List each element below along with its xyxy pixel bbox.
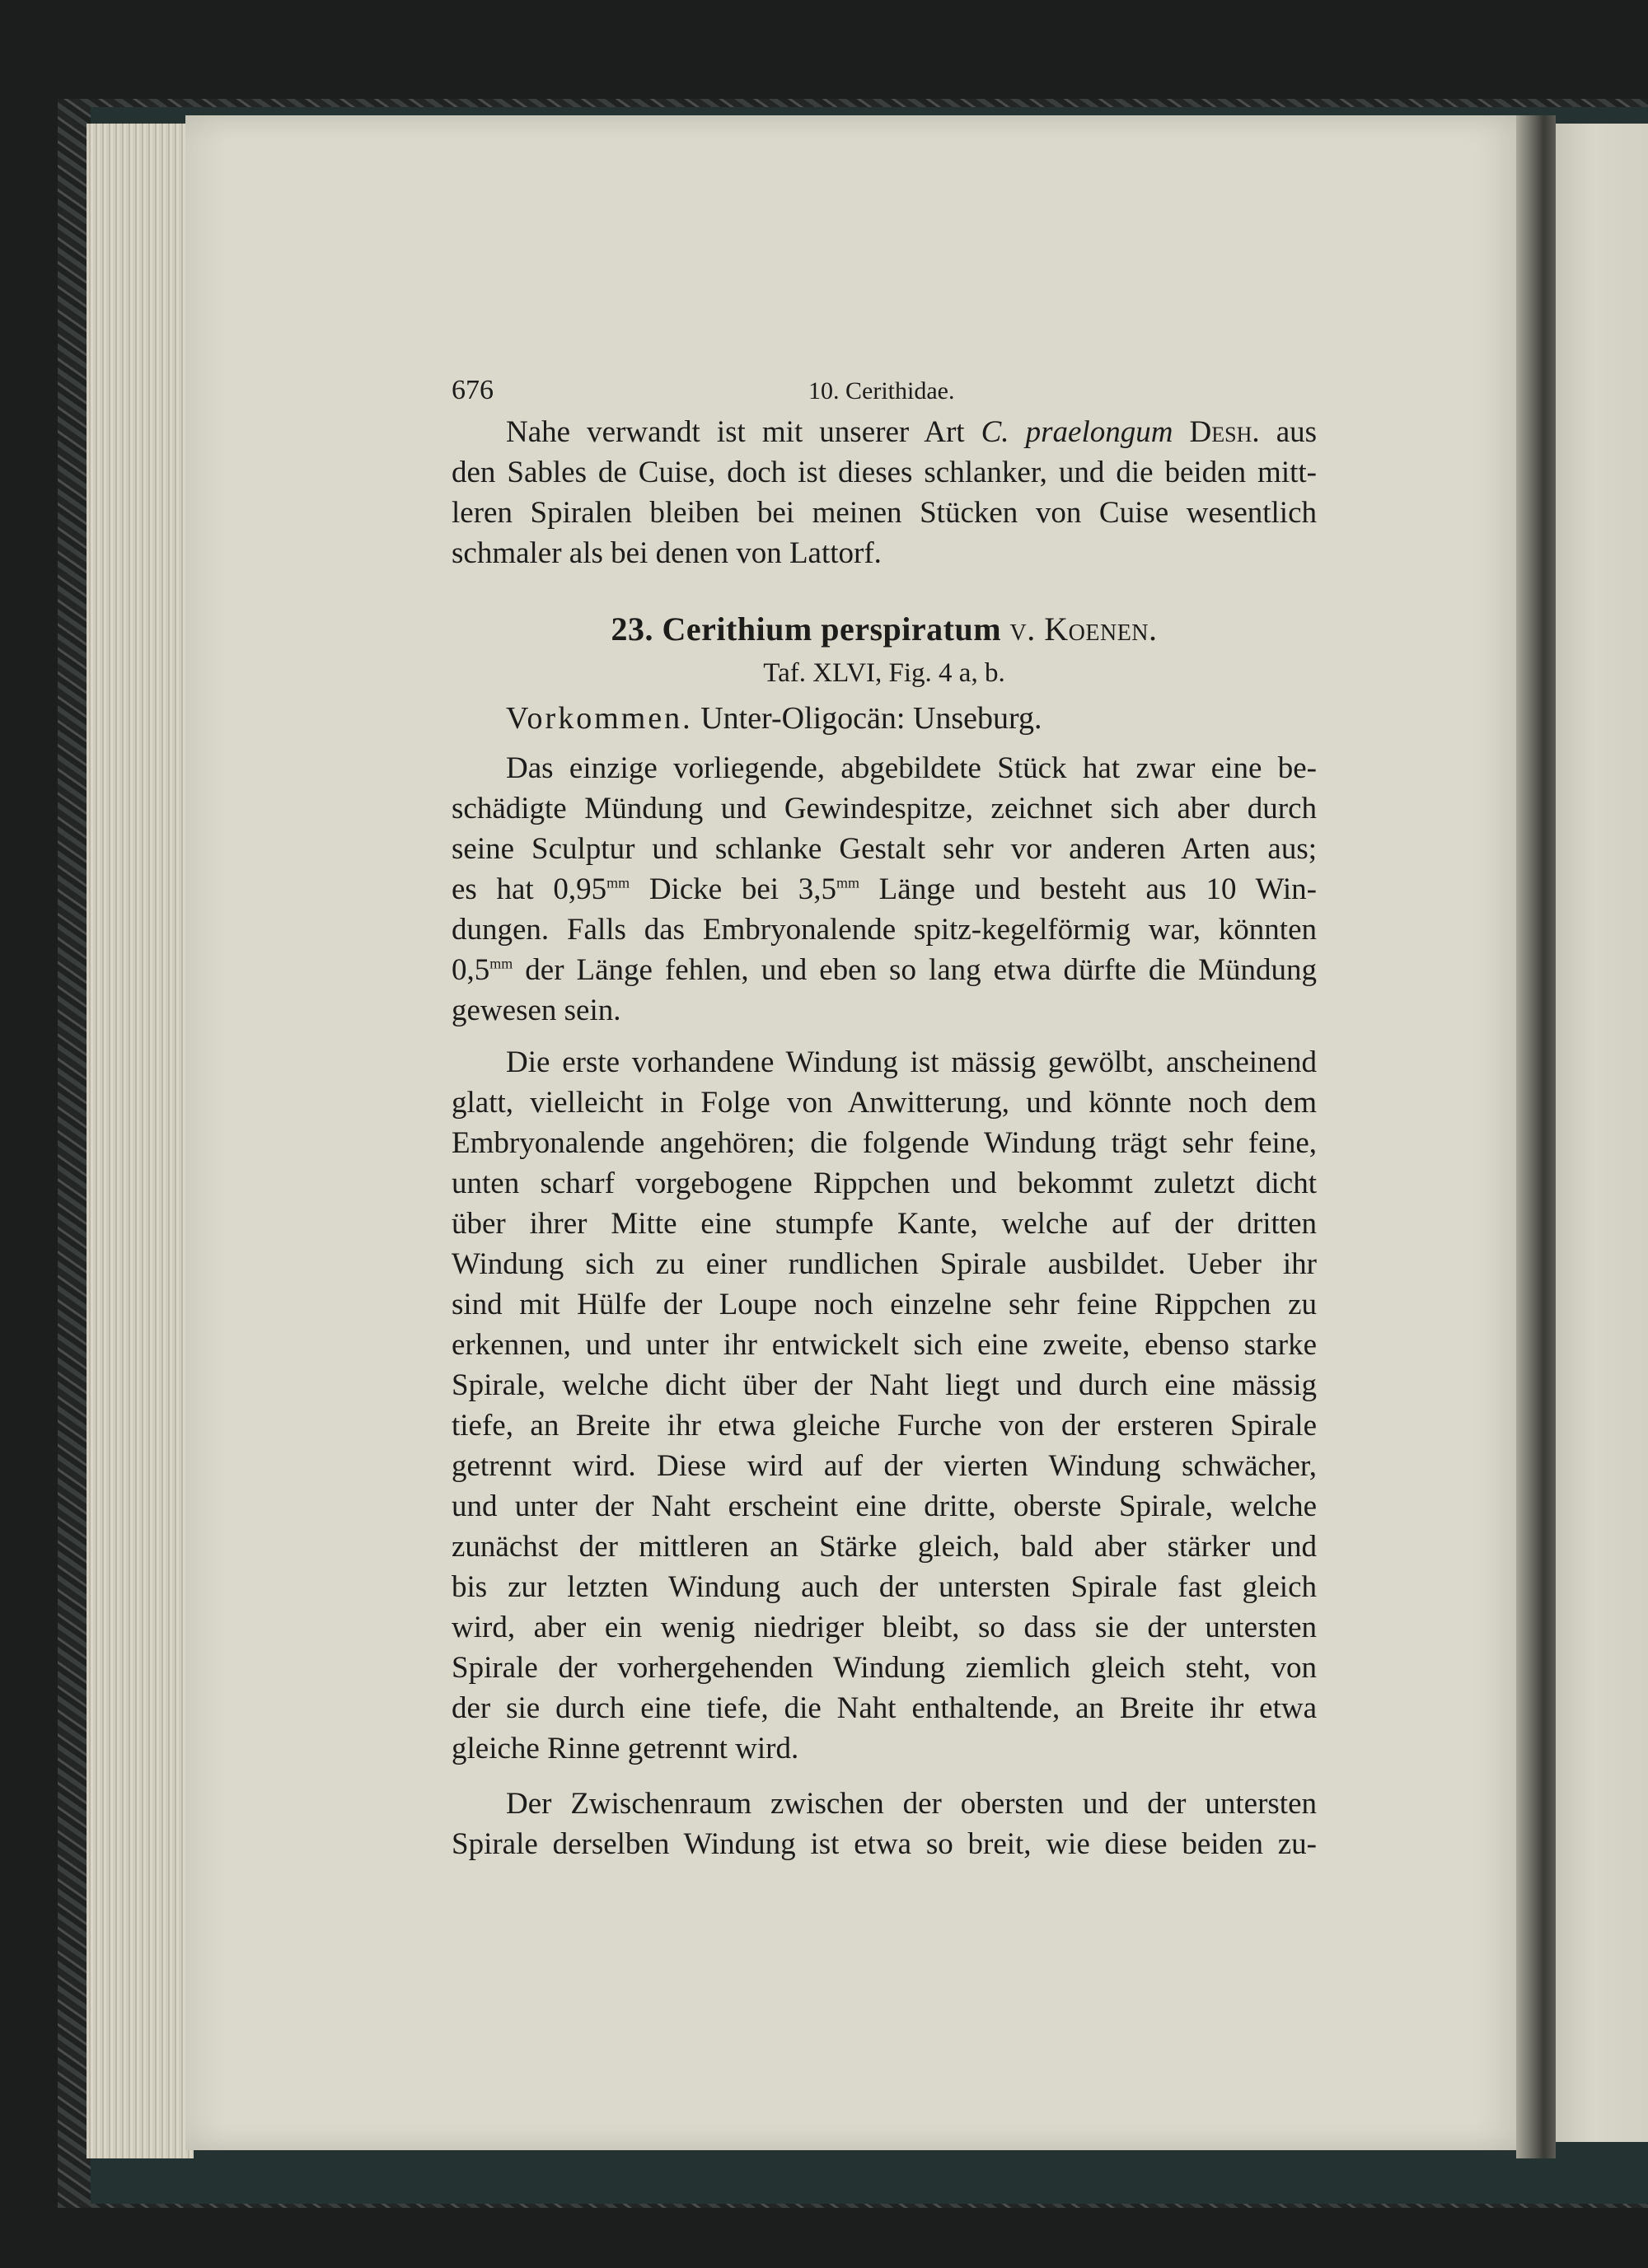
text-line: zunächst der mittleren an Stärke gleich, bald aber stärker und xyxy=(452,1530,1317,1564)
text-line: bis zur letzten Windung auch der untersten Spirale fast gleich xyxy=(452,1570,1317,1604)
text-line: gewesen sein. xyxy=(452,994,621,1027)
occurrence-label: Vorkommen. xyxy=(506,701,693,736)
plate-reference: Taf. XLVI, Fig. 4 a, b. xyxy=(763,658,1005,688)
species-reference: C. praelongum xyxy=(981,415,1173,449)
page-edges xyxy=(87,124,194,2158)
page-number: 676 xyxy=(452,375,494,405)
page-text xyxy=(452,362,1317,1864)
text-line: Nahe verwandt ist mit unserer Art C. praelongum Desh. aus xyxy=(506,415,1318,449)
species-author: v. Koenen. xyxy=(1009,610,1158,648)
book-gutter xyxy=(1516,115,1556,2158)
running-header xyxy=(452,362,1317,412)
species-name: Cerithium perspiratum xyxy=(662,610,1002,648)
text-line: glatt, vielleicht in Folge von Anwitterung, und könnte noch dem xyxy=(452,1086,1317,1120)
text-line: seine Sculptur und schlanke Gestalt sehr vor anderen Arten aus; xyxy=(452,832,1317,866)
text-line: sind mit Hülfe der Loupe noch einzelne sehr feine Rippchen zu xyxy=(452,1288,1317,1321)
paragraph-sculpture xyxy=(452,1042,1317,1769)
author-reference: Desh. xyxy=(1173,415,1260,449)
text-line: den Sables de Cuise, doch ist dieses schlanker, und die beiden mitt- xyxy=(452,456,1317,489)
text-line: dungen. Falls das Embryonalende spitz-kegelförmig war, könnten xyxy=(452,913,1317,947)
text-line: gleiche Rinne getrennt wird. xyxy=(452,1732,799,1765)
paragraph-spacing xyxy=(452,1784,1317,1864)
occurrence-line xyxy=(452,700,1317,737)
text-line: Spirale, welche dicht über der Naht liegt und durch eine mässig xyxy=(452,1368,1317,1402)
occurrence-value: Unter-Oligocän: Unseburg. xyxy=(700,701,1042,736)
text-line: Der Zwischenraum zwischen der obersten und der untersten xyxy=(506,1787,1317,1821)
text-line: schmaler als bei denen von Lattorf. xyxy=(452,536,882,570)
paragraph-description xyxy=(452,748,1317,1031)
text-line: schädigte Mündung und Gewindespitze, zeichnet sich aber durch xyxy=(452,792,1317,825)
intro-paragraph xyxy=(452,412,1317,573)
text-line: wird, aber ein wenig niedriger bleibt, so dass sie der untersten xyxy=(452,1611,1317,1644)
text-line: tiefe, an Breite ihr etwa gleiche Furche von der ersteren Spirale xyxy=(452,1409,1317,1443)
text-line: getrennt wird. Diese wird auf der vierten Windung schwächer, xyxy=(452,1449,1317,1483)
facing-page-edge xyxy=(1556,124,1648,2142)
text-line: Windung sich zu einer rundlichen Spirale ausbildet. Ueber ihr xyxy=(452,1247,1317,1281)
running-head-title: 10. Cerithidae. xyxy=(808,377,955,404)
text-line: $0,5^{mm}$ der Länge fehlen, und eben so lang etwa dürfte die Mündung xyxy=(452,953,1317,987)
text-line: unten scharf vorgebogene Rippchen und bekommt zuletzt dicht xyxy=(452,1167,1317,1200)
text-line: Die erste vorhandene Windung ist mässig gewölbt, anscheinend xyxy=(506,1045,1317,1079)
text-line: leren Spiralen bleiben bei meinen Stücken von Cuise wesentlich xyxy=(452,496,1317,530)
text-line: Das einzige vorliegende, abgebildete Stück hat zwar eine be- xyxy=(506,751,1317,785)
text-line: Spirale der vorhergehenden Windung ziemlich gleich steht, von xyxy=(452,1651,1317,1685)
text-line: über ihrer Mitte eine stumpfe Kante, welche auf der dritten xyxy=(452,1207,1317,1241)
text-line: der sie durch eine tiefe, die Naht enthaltende, an Breite ihr etwa xyxy=(452,1691,1317,1725)
species-heading xyxy=(452,610,1317,648)
text-line: Embryonalende angehören; die folgende Windung trägt sehr feine, xyxy=(452,1126,1317,1160)
text-line: es hat $0,95^{mm}$ Dicke bei $3,5^{mm}$ Länge und besteht aus 10 Win- xyxy=(452,872,1318,906)
species-number: 23. xyxy=(611,610,653,648)
text-line: und unter der Naht erscheint eine dritte, oberste Spirale, welche xyxy=(452,1489,1317,1523)
text-line: erkennen, und unter ihr entwickelt sich eine zweite, ebenso starke xyxy=(452,1328,1317,1362)
text-line: Spirale derselben Windung ist etwa so breit, wie diese beiden zu- xyxy=(452,1827,1317,1861)
